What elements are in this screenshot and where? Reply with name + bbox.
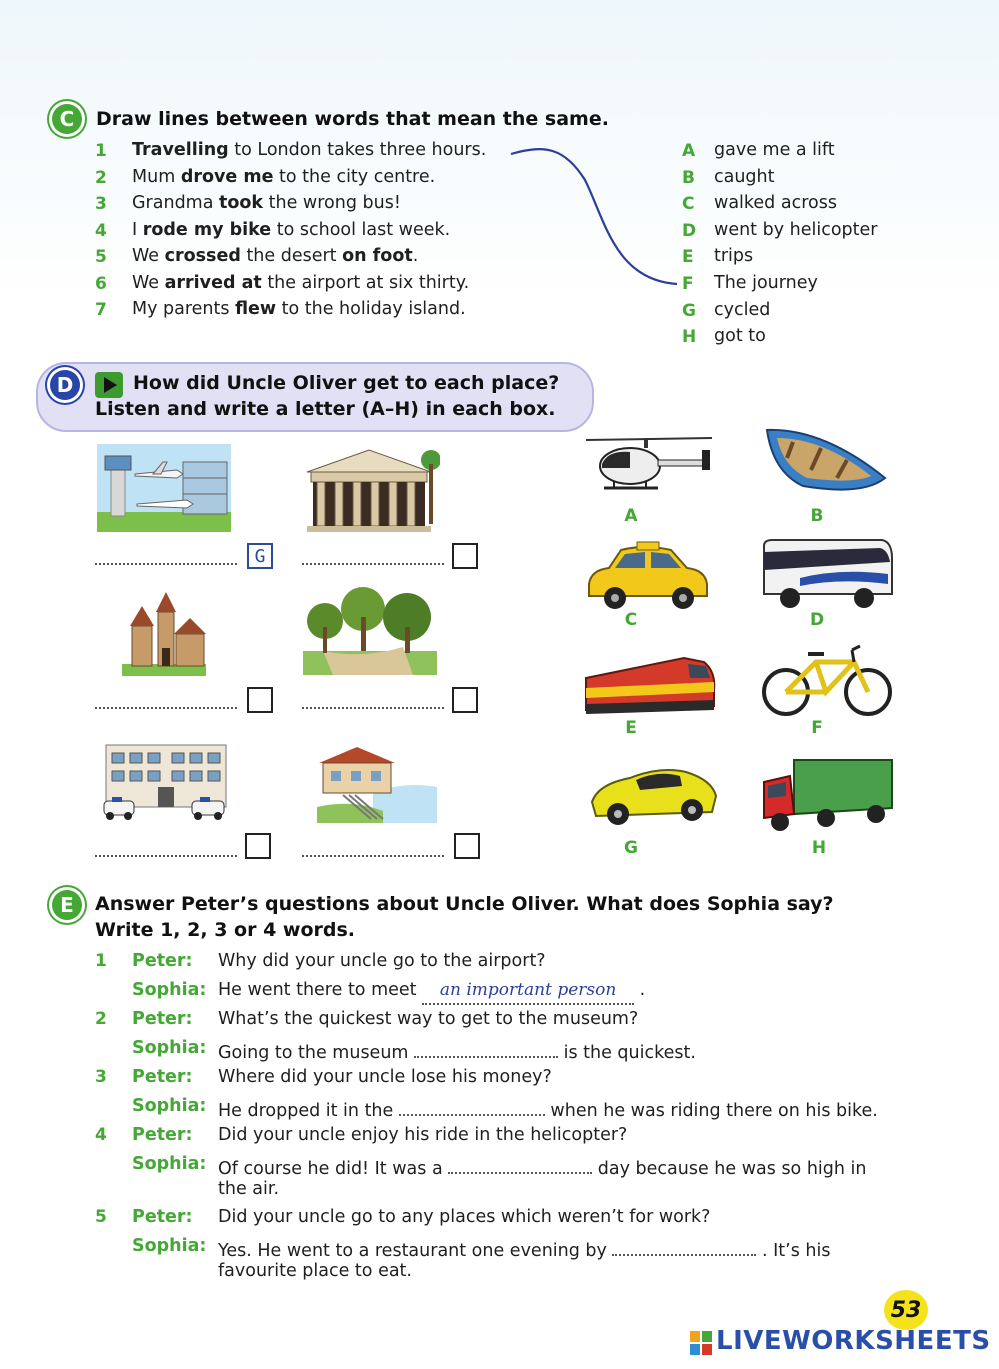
taxi-picture xyxy=(585,540,711,610)
place-2-dots xyxy=(302,563,444,565)
sentence-3-pre: Grandma xyxy=(132,193,220,213)
office-building-picture xyxy=(100,737,232,821)
bicycle-picture xyxy=(760,642,894,722)
sentence-1-mid: to London takes three hours. xyxy=(228,140,487,160)
sentence-6-b1: arrived at xyxy=(164,272,262,293)
sentence-7[interactable] xyxy=(132,299,466,319)
option-b-letter: B xyxy=(682,167,695,188)
option-e-letter: E xyxy=(682,247,694,268)
q2-number: 2 xyxy=(95,1009,107,1029)
forest-picture xyxy=(303,587,437,675)
option-d-letter: D xyxy=(682,220,697,241)
sentence-3-number: 3 xyxy=(95,194,107,214)
section-e-title-line1: Answer Peter’s questions about Uncle Oliver. What does Sophia say? xyxy=(95,893,834,915)
q1-peter-label: Peter: xyxy=(132,951,193,971)
transport-label-b: B xyxy=(810,506,824,526)
q4-number: 4 xyxy=(95,1125,107,1145)
q1-question: Why did your uncle go to the airport? xyxy=(218,951,546,971)
airport-picture xyxy=(97,444,231,532)
q3-answer-field[interactable] xyxy=(399,1094,545,1116)
option-g[interactable]: cycled xyxy=(714,299,771,320)
transport-label-c: C xyxy=(624,610,638,630)
option-c[interactable]: walked across xyxy=(714,193,837,214)
q5-question: Did your uncle go to any places which weren’t for work? xyxy=(218,1207,711,1227)
sentence-5-number: 5 xyxy=(95,247,107,267)
sentence-6[interactable] xyxy=(132,273,469,293)
q4-question: Did your uncle enjoy his ride in the helicopter? xyxy=(218,1125,628,1145)
audio-play-icon[interactable] xyxy=(95,372,123,398)
sentence-7-mid: to the holiday island. xyxy=(276,299,466,319)
q3-sophia-label: Sophia: xyxy=(132,1096,207,1116)
liveworksheets-logo-icon xyxy=(690,1331,714,1357)
sentence-4-b1: rode my bike xyxy=(142,219,272,240)
matching-line[interactable] xyxy=(505,140,685,290)
option-c-letter: C xyxy=(682,194,695,215)
sentence-2-mid: to the city centre. xyxy=(273,166,436,187)
museum-picture xyxy=(303,444,440,534)
sentence-3[interactable] xyxy=(132,193,401,213)
transport-label-a: A xyxy=(624,506,638,526)
sentence-3-b1: took xyxy=(219,193,264,213)
sentence-5-b2: on foot xyxy=(342,246,413,266)
sentence-7-pre: My parents xyxy=(132,299,236,319)
option-h-letter: H xyxy=(682,327,697,348)
sentence-4-mid: to school last week. xyxy=(271,219,451,240)
sentence-4-pre: I xyxy=(132,219,143,240)
place-5-dots xyxy=(95,855,237,857)
q2-question: What’s the quickest way to get to the museum? xyxy=(218,1009,639,1029)
q5-number: 5 xyxy=(95,1207,107,1227)
q3-number: 3 xyxy=(95,1067,107,1087)
place-5-answer-box[interactable] xyxy=(245,833,271,859)
sentence-5-pre: We xyxy=(132,246,165,266)
q2-answer-line: Going to the museum is the quickest. xyxy=(218,1036,696,1066)
q1-answer-field[interactable]: an important person xyxy=(422,978,634,1005)
sentence-1-b1: Travelling xyxy=(132,140,229,160)
castle-picture xyxy=(118,590,210,676)
section-c-title: Draw lines between words that mean the same. xyxy=(96,108,609,130)
option-a-letter: A xyxy=(682,141,696,161)
sentence-4[interactable] xyxy=(132,220,450,240)
sentence-6-pre: We xyxy=(132,272,165,293)
q1-number: 1 xyxy=(95,951,107,971)
option-f[interactable]: The journey xyxy=(714,273,818,293)
transport-label-f: F xyxy=(811,718,823,738)
place-2-answer-box[interactable] xyxy=(452,543,478,569)
place-4-dots xyxy=(302,707,444,709)
train-picture xyxy=(584,648,718,718)
q3-peter-label: Peter: xyxy=(132,1067,193,1087)
q2-sophia-label: Sophia: xyxy=(132,1038,207,1058)
transport-label-g: G xyxy=(624,838,638,858)
section-d-title-line2: Listen and write a letter (A–H) in each box. xyxy=(95,398,556,420)
sentence-2[interactable] xyxy=(132,167,435,187)
option-h[interactable]: got to xyxy=(714,326,766,347)
q4-answer-line: Of course he did! It was a day because he was so high in xyxy=(218,1152,867,1182)
q5-peter-label: Peter: xyxy=(132,1207,193,1227)
q2-peter-label: Peter: xyxy=(132,1009,193,1029)
q4-answer-line2: the air. xyxy=(218,1179,280,1199)
transport-label-e: E xyxy=(625,718,637,738)
q3-question: Where did your uncle lose his money? xyxy=(218,1067,552,1087)
sentence-3-mid: the wrong bus! xyxy=(263,193,401,213)
restaurant-picture xyxy=(313,737,437,823)
sentence-4-number: 4 xyxy=(95,220,107,241)
brand-name: LIVEWORKSHEETS xyxy=(716,1326,991,1356)
q2-answer-field[interactable] xyxy=(414,1036,558,1058)
sentence-6-mid: the airport at six thirty. xyxy=(261,272,470,293)
option-b[interactable]: caught xyxy=(714,166,775,187)
q4-peter-label: Peter: xyxy=(132,1125,193,1145)
page-number: 53 xyxy=(884,1290,928,1330)
place-3-answer-box[interactable] xyxy=(247,687,273,713)
section-c-badge: C xyxy=(52,104,82,134)
place-3-dots xyxy=(95,707,237,709)
sentence-1-number: 1 xyxy=(95,141,107,161)
q1-sophia-label: Sophia: xyxy=(132,980,207,1000)
sports-car-picture xyxy=(590,762,718,828)
q5-sophia-label: Sophia: xyxy=(132,1236,207,1256)
sentence-2-b1: drove me xyxy=(180,166,274,187)
q3-answer-line: He dropped it in the when he was riding there on his bike. xyxy=(218,1094,878,1124)
q4-answer-field[interactable] xyxy=(448,1152,592,1174)
sentence-5[interactable] xyxy=(132,246,418,266)
transport-label-h: H xyxy=(811,838,827,858)
option-a[interactable]: gave me a lift xyxy=(714,140,835,160)
place-6-dots xyxy=(302,855,444,857)
boat-picture xyxy=(763,422,889,498)
place-6-answer-box[interactable] xyxy=(454,833,480,859)
sentence-7-number: 7 xyxy=(95,300,107,320)
sentence-5-mid: the desert xyxy=(240,246,343,266)
place-1-dots xyxy=(95,563,237,565)
sentence-6-number: 6 xyxy=(95,273,107,294)
sentence-7-b1: flew xyxy=(235,299,277,319)
option-g-letter: G xyxy=(682,300,696,321)
sentence-5-b1: crossed xyxy=(164,246,241,266)
sentence-5-post: . xyxy=(412,246,419,266)
option-f-letter: F xyxy=(682,274,694,294)
lorry-picture xyxy=(760,758,894,834)
helicopter-picture xyxy=(584,432,718,496)
sentence-2-number: 2 xyxy=(95,167,107,188)
section-e-badge: E xyxy=(52,890,82,920)
transport-label-d: D xyxy=(809,610,825,630)
q4-sophia-label: Sophia: xyxy=(132,1154,207,1174)
sentence-2-pre: Mum xyxy=(132,166,181,187)
place-1-answer-box[interactable]: G xyxy=(247,543,273,569)
q1-answer-line: He went there to meet an important person . xyxy=(218,978,645,1005)
q5-answer-field[interactable] xyxy=(612,1234,756,1256)
q5-answer-line2: favourite place to eat. xyxy=(218,1261,412,1281)
sentence-1[interactable] xyxy=(132,140,486,160)
section-d-badge: D xyxy=(50,370,80,400)
section-e-title-line2: Write 1, 2, 3 or 4 words. xyxy=(95,919,356,941)
option-d[interactable]: went by helicopter xyxy=(714,219,878,240)
option-e[interactable]: trips xyxy=(714,246,754,267)
q5-answer-line: Yes. He went to a restaurant one evening by . It’s his xyxy=(218,1234,830,1264)
section-d-title-line1: How did Uncle Oliver get to each place? xyxy=(133,372,560,394)
place-4-answer-box[interactable] xyxy=(452,687,478,713)
coach-picture xyxy=(760,538,894,610)
